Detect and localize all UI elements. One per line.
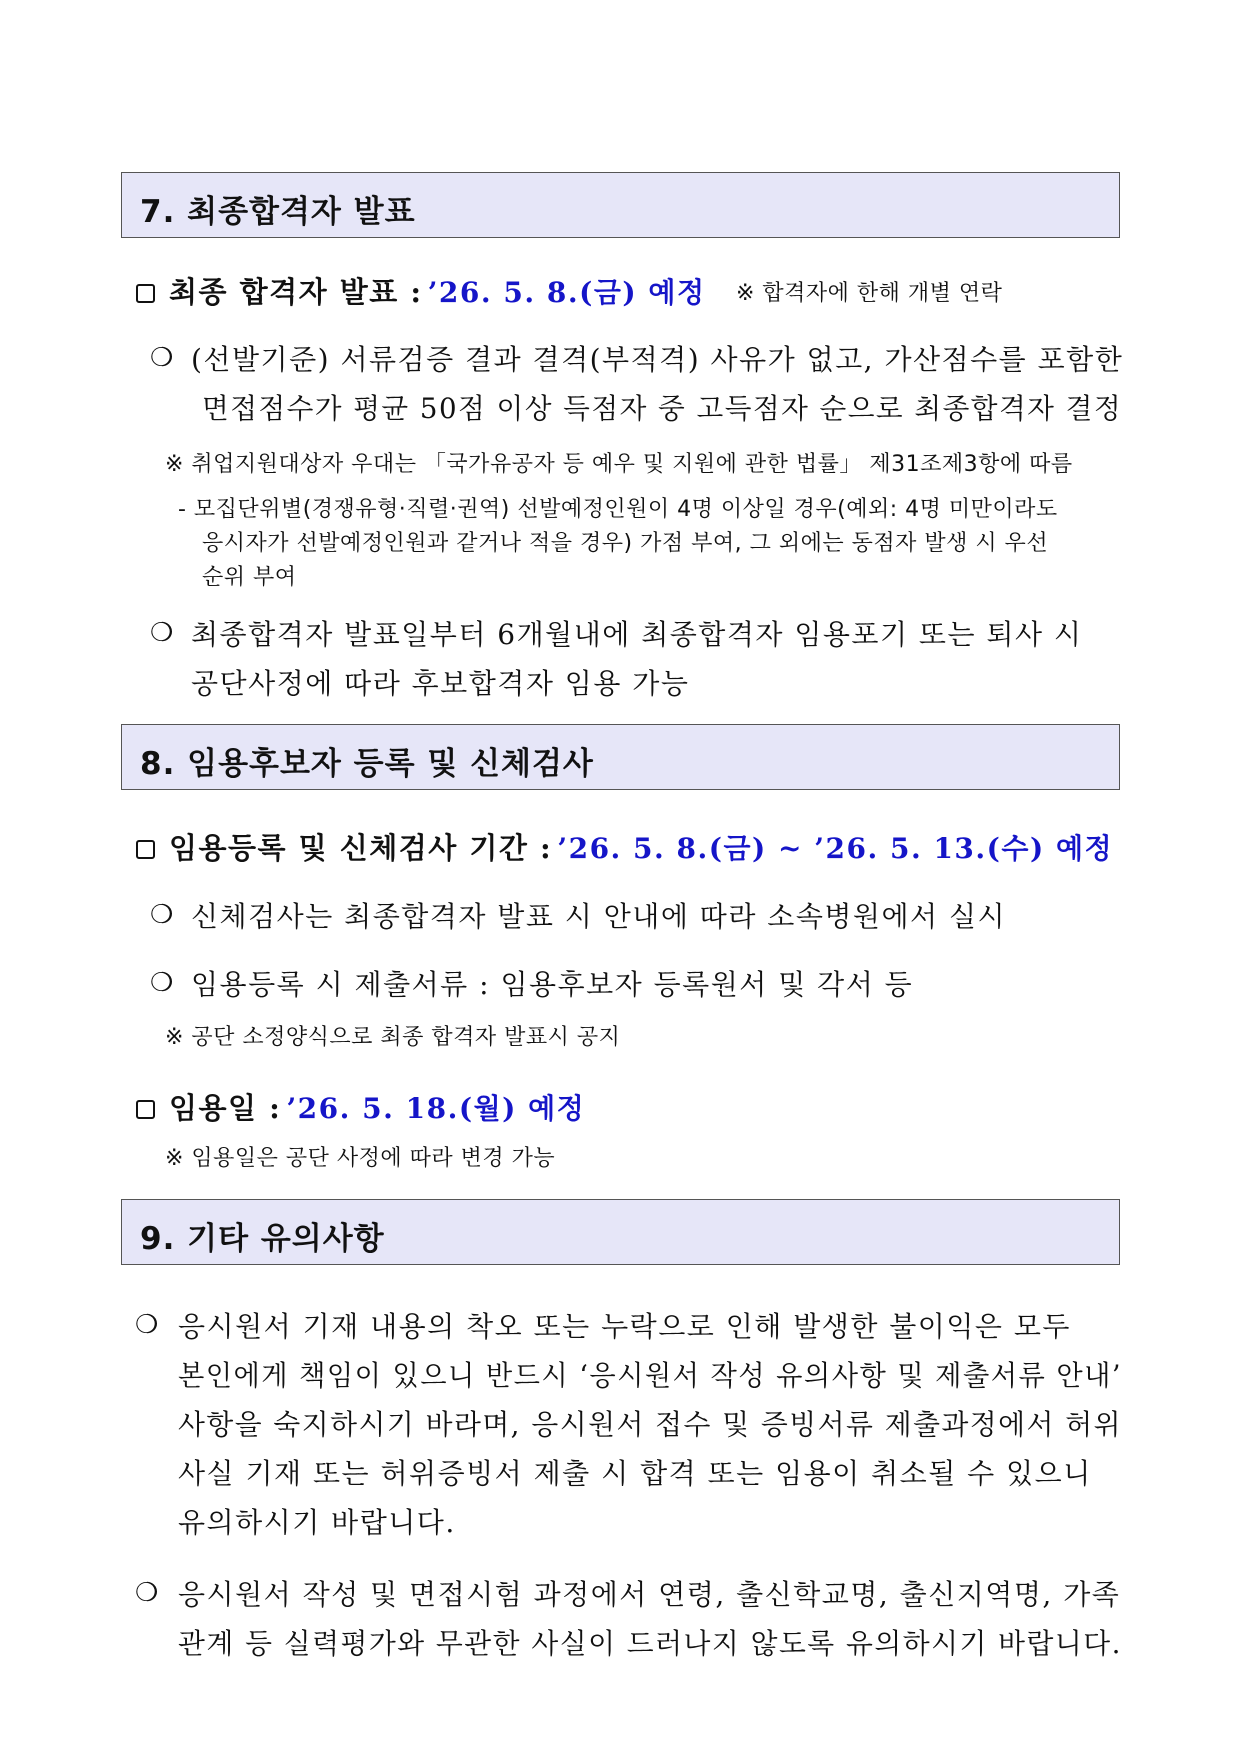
- sec8-item-period: [136, 826, 1113, 867]
- sec7-note1: ※ 취업지원대상자 우대는 「국가유공자 등 예우 및 지원에 관한 법률」 제31조제3항에 따름: [165, 452, 1073, 477]
- sec9-b1-line3: 사항을 숙지하시기 바라며, 응시원서 접수 및 증빙서류 제출과정에서 허위: [178, 1408, 1122, 1441]
- bullet-icon: ❍: [150, 900, 174, 930]
- sec7-item-release: [136, 270, 706, 311]
- section-7-title: 7. 최종합격자 발표: [140, 194, 416, 230]
- section-8-header: [121, 724, 1120, 790]
- bullet-icon: ❍: [150, 968, 174, 998]
- sec7-dash1-line1: - 모집단위별(경쟁유형·직렬·권역) 선발예정인원이 4명 이상일 경우(예외: 4명 미만이라도: [178, 497, 1058, 522]
- sec7-b1-line2: 면접점수가 평균 50점 이상 득점자 중 고득점자 순으로 최종합격자 결정: [202, 392, 1123, 425]
- sec7-item-label: 최종 합격자 발표 :: [169, 275, 423, 309]
- section-9-header: [121, 1199, 1120, 1265]
- sec8-item-date: ’26. 5. 8.(금) ~ ’26. 5. 13.(수) 예정: [557, 832, 1114, 865]
- sec8-note2: ※ 임용일은 공단 사정에 따라 변경 가능: [165, 1146, 556, 1171]
- section-7-header: [121, 172, 1120, 238]
- sec8-item2-label: 임용일 :: [169, 1091, 282, 1125]
- sec8-note1: ※ 공단 소정양식으로 최종 합격자 발표시 공지: [165, 1025, 621, 1050]
- sec7-dash1-line3: 순위 부여: [202, 565, 297, 590]
- sec7-b1-line1-text: (선발기준) 서류검증 결과 결격(부적격) 사유가 없고, 가산점수를 포함한: [191, 343, 1124, 376]
- sec7-b2-line2: 공단사정에 따라 후보합격자 임용 가능: [191, 667, 690, 700]
- sec7-item-note: ※ 합격자에 한해 개별 연락: [736, 281, 1003, 306]
- sec9-b1-line4: 사실 기재 또는 허위증빙서 제출 시 합격 또는 임용이 취소될 수 있으니: [178, 1457, 1092, 1490]
- sec9-b1-line1: 응시원서 기재 내용의 착오 또는 누락으로 인해 발생한 불이익은 모두: [178, 1310, 1071, 1343]
- sec9-b2-line1: 응시원서 작성 및 면접시험 과정에서 연령, 출신학교명, 출신지역명, 가족: [178, 1578, 1121, 1611]
- bullet-icon: ❍: [135, 1578, 159, 1608]
- sec8-item-appointment: [136, 1086, 585, 1127]
- checkbox-square-icon: [136, 840, 155, 859]
- sec8-item-label: 임용등록 및 신체검사 기간 :: [169, 831, 553, 865]
- bullet-icon: ❍: [135, 1310, 159, 1340]
- bullet-icon: ❍: [150, 343, 174, 373]
- checkbox-square-icon: [136, 1100, 155, 1119]
- sec7-b2-line1: 최종합격자 발표일부터 6개월내에 최종합격자 임용포기 또는 퇴사 시: [191, 618, 1083, 651]
- checkbox-square-icon: [136, 284, 155, 303]
- sec9-b1-line5: 유의하시기 바랍니다.: [178, 1506, 456, 1539]
- sec7-dash1-line2: 응시자가 선발예정인원과 같거나 적을 경우) 가점 부여, 그 외에는 동점자 발생 시 우선: [202, 531, 1049, 556]
- sec7-item-date: ’26. 5. 8.(금) 예정: [427, 276, 706, 309]
- sec7-b1-line1: [191, 338, 1124, 378]
- section-9-title: 9. 기타 유의사항: [140, 1221, 385, 1257]
- sec8-b1: 신체검사는 최종합격자 발표 시 안내에 따라 소속병원에서 실시: [191, 900, 1007, 933]
- sec8-b2: 임용등록 시 제출서류 : 임용후보자 등록원서 및 각서 등: [191, 968, 914, 1001]
- sec9-b1-line2: 본인에게 책임이 있으니 반드시 ‘응시원서 작성 유의사항 및 제출서류 안내’: [178, 1359, 1122, 1392]
- bullet-icon: ❍: [150, 618, 174, 648]
- sec9-b2-line2: 관계 등 실력평가와 무관한 사실이 드러나지 않도록 유의하시기 바랍니다.: [178, 1627, 1122, 1660]
- sec8-item2-date: ’26. 5. 18.(월) 예정: [286, 1092, 586, 1125]
- section-8-title: 8. 임용후보자 등록 및 신체검사: [140, 746, 594, 782]
